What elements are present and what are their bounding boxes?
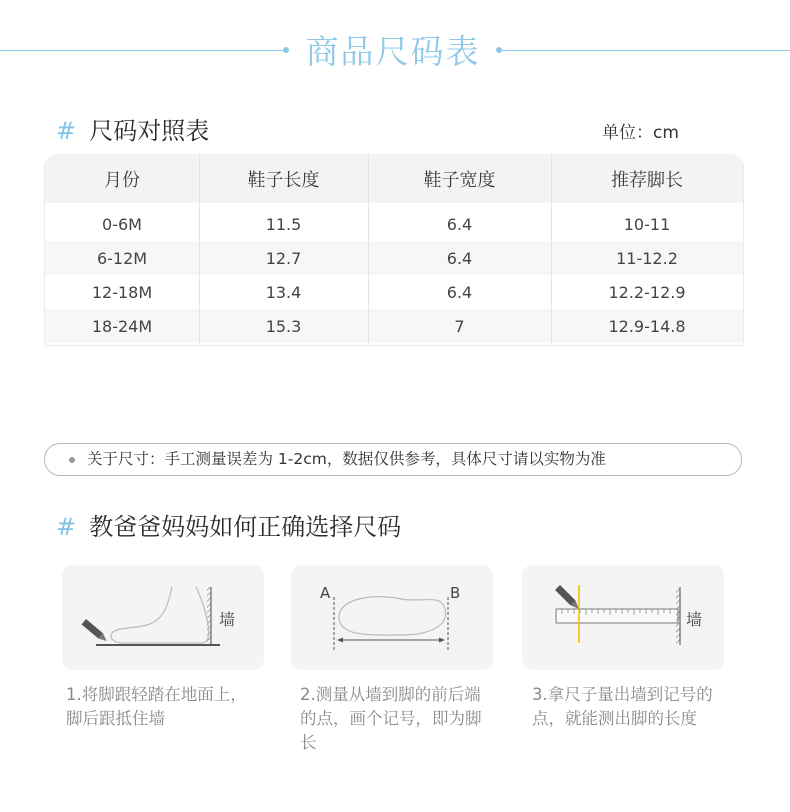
step-1-text: 1.将脚跟轻踏在地面上，脚后跟抵住墙 [66, 685, 247, 728]
wall-label: 墙 [219, 610, 236, 629]
table-cell: 6.4 [446, 282, 473, 302]
step-2-text: 2.测量从墙到脚的前后端的点，画个记号，即为脚长 [300, 685, 482, 752]
size-chart-title: 尺码对照表 [89, 117, 210, 145]
size-table [44, 154, 744, 346]
column-header: 月份 [104, 169, 140, 191]
hash-icon: # [56, 117, 77, 145]
column-divider [368, 154, 369, 345]
table-cell: 6.4 [446, 248, 473, 268]
column-header: 鞋子长度 [247, 169, 320, 191]
unit-label: 单位：cm [602, 123, 679, 143]
header-line-left [0, 50, 284, 51]
table-cell: 12.2-12.9 [608, 282, 686, 302]
column-header: 推荐脚长 [611, 169, 683, 191]
column-header: 鞋子宽度 [423, 169, 496, 191]
step-1-illustration [62, 565, 264, 670]
table-cell: 6.4 [446, 214, 473, 234]
table-row [45, 309, 743, 343]
table-cell: 12-18M [91, 282, 153, 302]
bullet-icon [69, 457, 75, 463]
table-cell: 12.7 [265, 248, 302, 268]
table-cell: 11-12.2 [616, 248, 678, 268]
header-dot-left [283, 47, 289, 53]
table-header-row [45, 154, 743, 203]
table-row [45, 241, 743, 275]
table-cell: 10-11 [623, 214, 671, 234]
table-cell: 7 [454, 316, 465, 336]
hash-icon: # [56, 513, 77, 541]
table-cell: 13.4 [265, 282, 302, 302]
column-divider [199, 154, 200, 345]
table-cell: 6-12M [96, 248, 148, 268]
table-cell: 12.9-14.8 [608, 316, 686, 336]
guide-heading [56, 507, 401, 542]
guide-title: 教爸爸妈妈如何正确选择尺码 [89, 513, 402, 541]
step-3-text: 3.拿尺子量出墙到记号的点，就能测出脚的长度 [532, 685, 713, 728]
table-row [45, 207, 743, 241]
size-note-text: 关于尺寸：手工测量误差为 1-2cm，数据仅供参考，具体尺寸请以实物为准 [87, 450, 606, 468]
point-b-label: B [450, 584, 461, 602]
column-divider [551, 154, 552, 345]
table-cell: 15.3 [265, 316, 302, 336]
size-chart-heading [56, 111, 209, 146]
size-note [44, 443, 742, 476]
table-row [45, 275, 743, 309]
table-cell: 0-6M [102, 214, 142, 234]
step-3-illustration [522, 565, 724, 670]
table-cell: 18-24M [91, 316, 153, 336]
point-a-label: A [320, 584, 331, 602]
page-title: 商品尺码表 [305, 32, 481, 71]
header-line-right [502, 50, 790, 51]
foot-outline-measure-icon [291, 565, 493, 670]
table-cell: 11.5 [265, 214, 302, 234]
step-2-illustration [291, 565, 493, 670]
wall-label: 墙 [686, 610, 703, 629]
